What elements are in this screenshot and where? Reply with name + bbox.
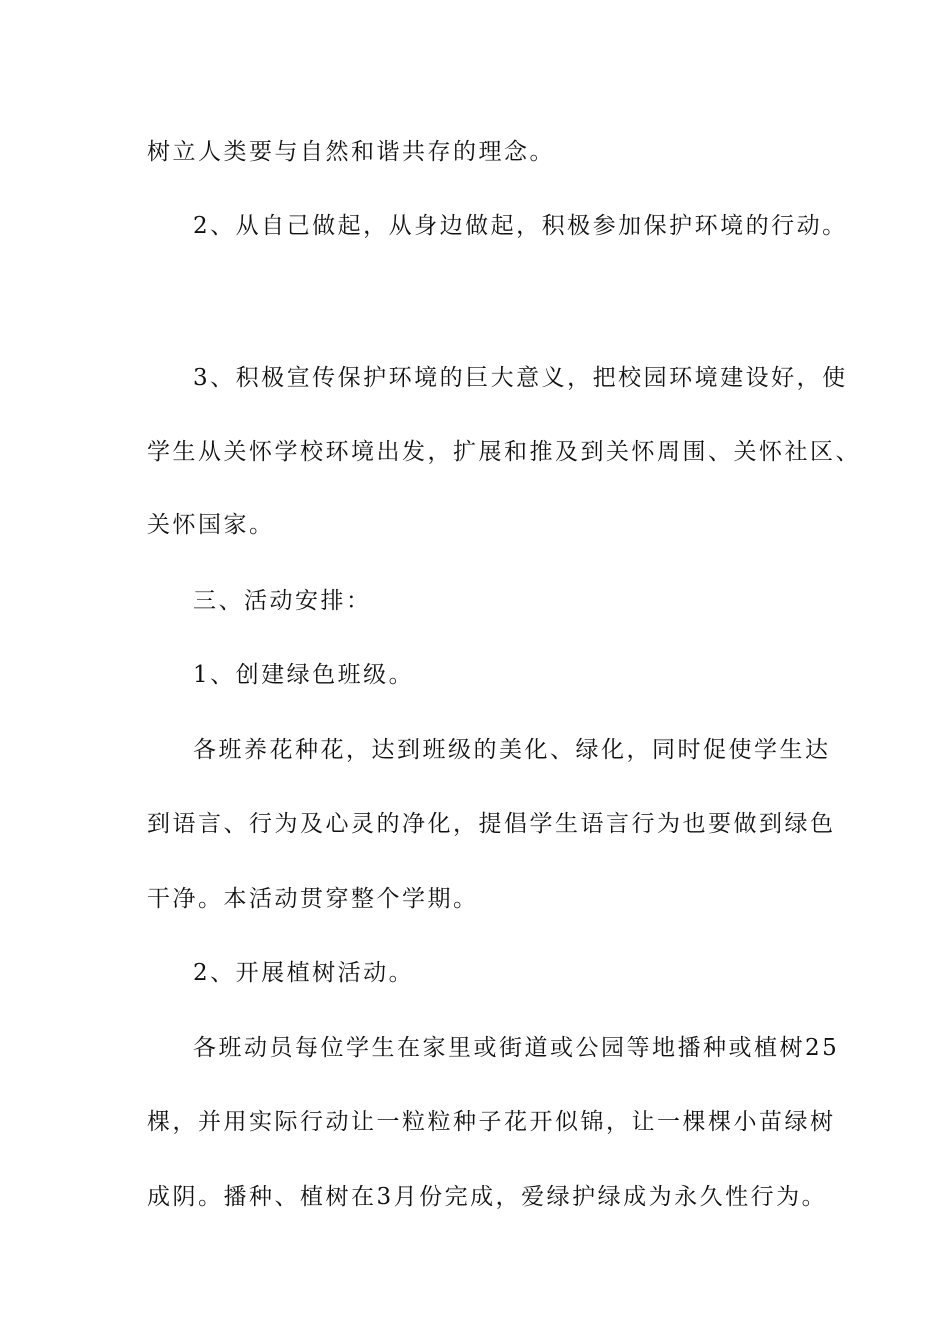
text-line: 树立人类要与自然和谐共存的理念。: [147, 139, 555, 165]
text-line: 2、开展植树活动。: [193, 960, 415, 986]
text-line: 到语言、行为及心灵的净化，提倡学生语言行为也要做到绿色: [147, 811, 836, 837]
text-line: 3、积极宣传保护环境的巨大意义，把校园环境建设好，使: [193, 365, 848, 391]
text-line: 2、从自己做起，从身边做起，积极参加保护环境的行动。: [193, 213, 848, 239]
text-line: 成阴。播种、植树在3月份完成，爱绿护绿成为永久性行为。: [147, 1184, 828, 1210]
text-line: 1、创建绿色班级。: [193, 662, 415, 688]
text-line: 学生从关怀学校环境出发，扩展和推及到关怀周围、关怀社区、: [147, 439, 861, 465]
section-heading: 三、活动安排：: [193, 588, 372, 614]
text-line: 各班养花种花，达到班级的美化、绿化，同时促使学生达: [193, 737, 831, 763]
text-line: 各班动员每位学生在家里或街道或公园等地播种或植树25: [193, 1035, 840, 1061]
text-line: 干净。本活动贯穿整个学期。: [147, 886, 479, 912]
text-line: 关怀国家。: [147, 512, 275, 538]
text-line: 棵，并用实际行动让一粒粒种子花开似锦，让一棵棵小苗绿树: [147, 1109, 836, 1135]
